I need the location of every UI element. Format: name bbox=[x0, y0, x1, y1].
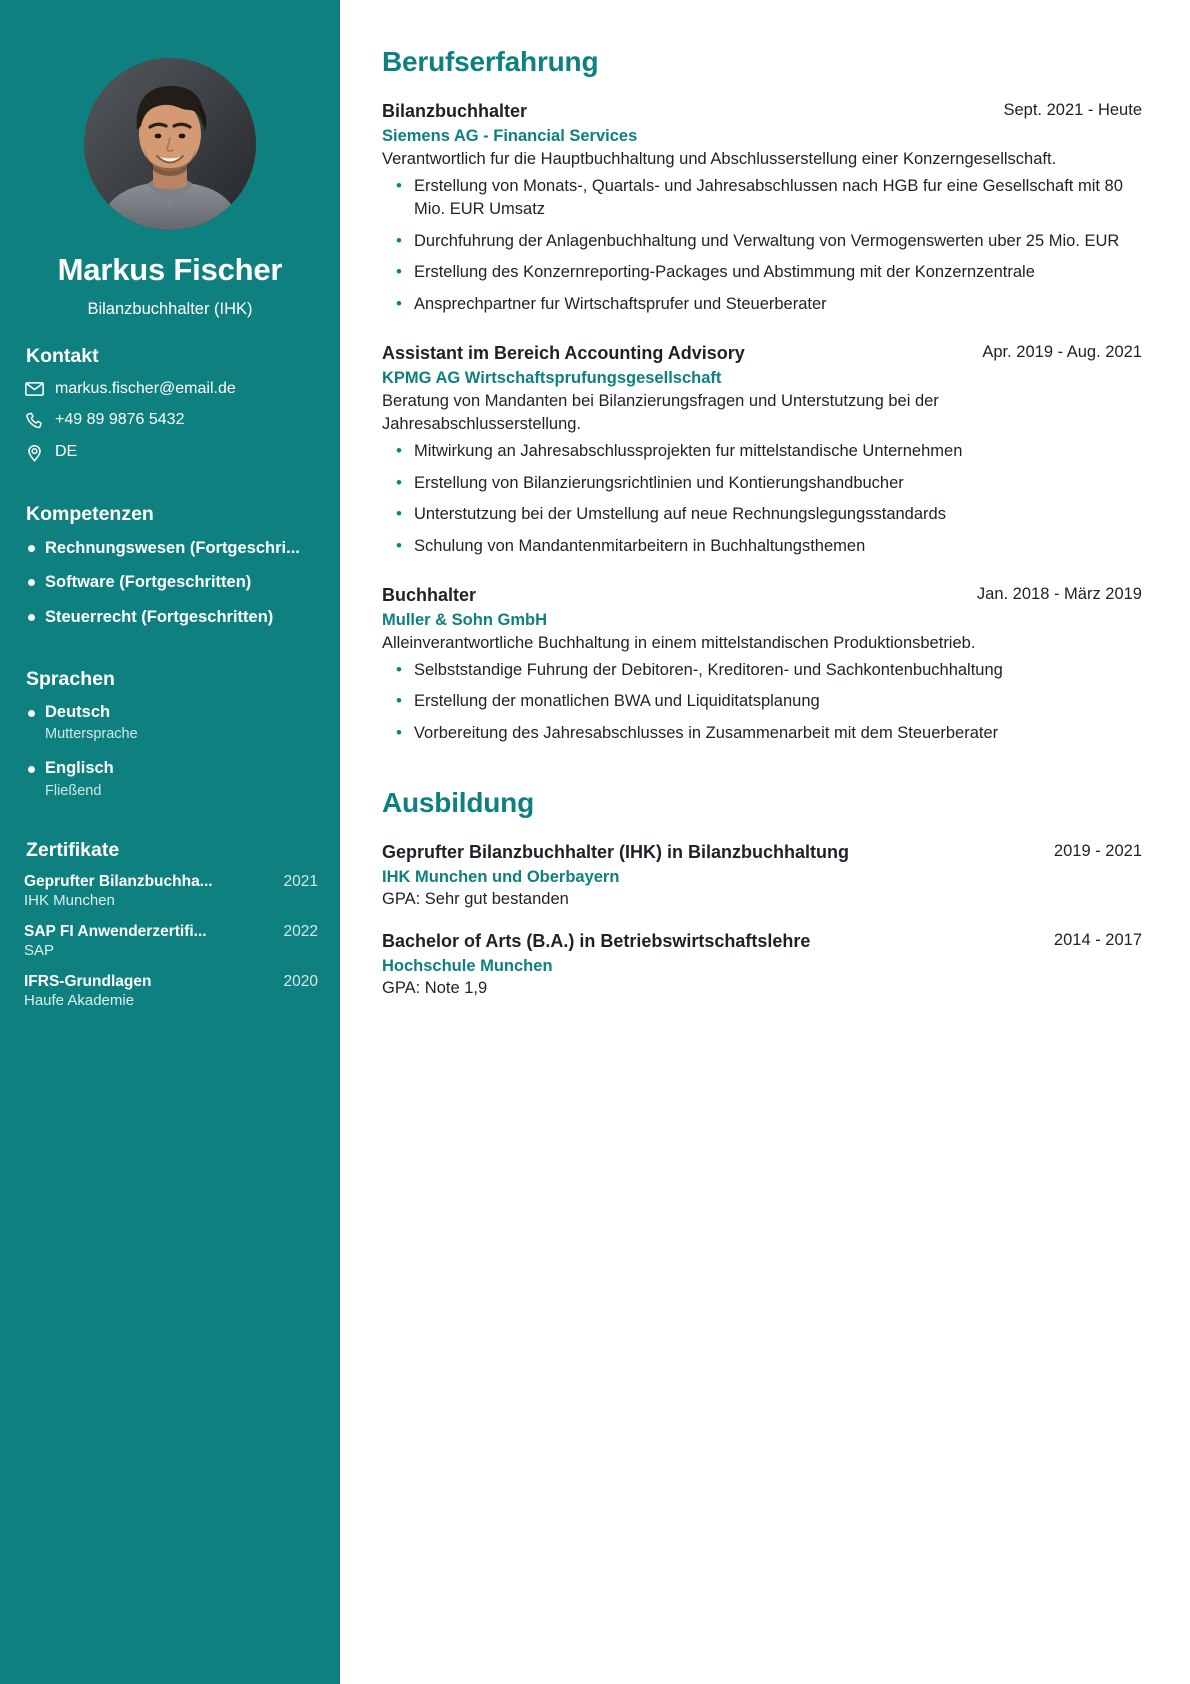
education-entry bbox=[382, 930, 1142, 1000]
experience-task-list bbox=[382, 175, 1142, 316]
skill-item bbox=[22, 606, 318, 628]
avatar-photo-icon bbox=[84, 58, 256, 230]
education-gpa: GPA: Sehr gut bestanden bbox=[382, 890, 569, 909]
task-text: Selbststandige Fuhrung der Debitoren-, Kreditoren- und Sachkontenbuchhaltung bbox=[413, 660, 1003, 679]
main-content bbox=[340, 0, 1190, 1684]
experience-entry-header bbox=[382, 100, 1142, 123]
task-bullet-icon: • bbox=[396, 659, 402, 679]
task-bullet-icon: • bbox=[396, 722, 402, 742]
language-name-row bbox=[28, 702, 318, 723]
task-bullet-icon: • bbox=[396, 441, 402, 461]
task-bullet-icon: • bbox=[396, 504, 402, 524]
task-item bbox=[382, 535, 1142, 558]
certificate-header bbox=[24, 873, 318, 891]
task-item bbox=[382, 472, 1142, 495]
skills-heading: Kompetenzen bbox=[26, 503, 154, 526]
education-entry-header bbox=[382, 930, 1142, 953]
phone-icon bbox=[24, 412, 44, 429]
certificate-name: Geprufter Bilanzbuchha... bbox=[24, 872, 213, 890]
certificate-name: IFRS-Grundlagen bbox=[24, 972, 152, 990]
education-institution: Hochschule Munchen bbox=[382, 956, 553, 975]
skill-item bbox=[22, 571, 318, 593]
headline: Bilanzbuchhalter (IHK) bbox=[87, 299, 253, 318]
task-text: Durchfuhrung der Anlagenbuchhaltung und Verwaltung von Vermogenswerten uber 25 Mio. EUR bbox=[413, 231, 1120, 250]
task-item bbox=[382, 293, 1142, 316]
education-institution: IHK Munchen und Oberbayern bbox=[382, 868, 620, 887]
certificate-year: 2020 bbox=[283, 972, 318, 990]
contact-phone-value: +49 89 9876 5432 bbox=[55, 411, 185, 429]
education-gpa: GPA: Note 1,9 bbox=[382, 978, 488, 997]
task-bullet-icon: • bbox=[396, 535, 402, 555]
language-level: Muttersprache bbox=[45, 726, 138, 743]
skill-item bbox=[22, 537, 318, 559]
task-item bbox=[382, 175, 1142, 222]
contact-location-value: DE bbox=[55, 443, 78, 461]
task-text: Schulung von Mandantenmitarbeitern in Buchhaltungsthemen bbox=[413, 536, 866, 555]
certificate-issuer: IHK Munchen bbox=[24, 891, 115, 909]
experience-entry bbox=[382, 342, 1142, 558]
bullet-dot-icon bbox=[28, 614, 35, 621]
task-text: Ansprechpartner fur Wirtschaftsprufer und Steuerberater bbox=[413, 294, 827, 313]
certificate-name: SAP FI Anwenderzertifi... bbox=[24, 922, 207, 940]
experience-description: Alleinverantwortliche Buchhaltung in einem mittelstandischen Produktionsbetrieb. bbox=[382, 633, 976, 652]
experience-date: Sept. 2021 - Heute bbox=[1003, 101, 1142, 119]
sidebar bbox=[0, 0, 340, 1684]
experience-entry bbox=[382, 100, 1142, 316]
certificate-year: 2022 bbox=[283, 922, 318, 940]
envelope-icon bbox=[24, 382, 44, 396]
experience-organization: KPMG AG Wirtschaftsprufungsgesellschaft bbox=[382, 368, 722, 387]
task-bullet-icon: • bbox=[396, 472, 402, 492]
experience-role: Buchhalter bbox=[382, 585, 477, 606]
task-item bbox=[382, 722, 1142, 745]
avatar bbox=[84, 58, 256, 230]
education-section-title: Ausbildung bbox=[382, 787, 534, 819]
contact-phone[interactable] bbox=[22, 410, 318, 431]
education-date: 2014 - 2017 bbox=[1053, 930, 1142, 949]
task-bullet-icon: • bbox=[396, 293, 402, 313]
certificates-heading: Zertifikate bbox=[26, 838, 120, 861]
experience-task-list bbox=[382, 440, 1142, 558]
avatar-container bbox=[22, 0, 318, 230]
task-item bbox=[382, 230, 1142, 253]
experience-description: Verantwortlich fur die Hauptbuchhaltung und Abschlusserstellung einer Konzerngesellschaft. bbox=[382, 149, 1057, 168]
experience-date: Jan. 2018 - März 2019 bbox=[976, 585, 1142, 604]
task-item bbox=[382, 659, 1142, 682]
bullet-dot-icon bbox=[28, 766, 35, 773]
education-entry-header bbox=[382, 841, 1142, 864]
task-item bbox=[382, 690, 1142, 713]
skill-label: Software (Fortgeschritten) bbox=[45, 573, 252, 592]
task-text: Erstellung der monatlichen BWA und Liquiditatsplanung bbox=[413, 692, 820, 711]
task-text: Erstellung des Konzernreporting-Packages und Abstimmung mit der Konzernzentrale bbox=[413, 263, 1035, 282]
language-name: Englisch bbox=[45, 759, 114, 778]
task-item bbox=[382, 503, 1142, 526]
certificate-header bbox=[24, 973, 318, 991]
task-text: Vorbereitung des Jahresabschlusses in Zusammenarbeit mit dem Steuerberater bbox=[413, 723, 999, 742]
experience-entry-header bbox=[382, 342, 1142, 365]
experience-entry bbox=[382, 584, 1142, 745]
bullet-dot-icon bbox=[28, 579, 35, 586]
certificate-issuer: Haufe Akademie bbox=[24, 991, 135, 1009]
task-bullet-icon: • bbox=[396, 175, 402, 195]
task-text: Erstellung von Monats-, Quartals- und Jahresabschlussen nach HGB fur eine Gesellschaft mit 80 Mio. EUR Umsatz bbox=[413, 176, 1123, 219]
education-degree: Bachelor of Arts (B.A.) in Betriebswirtschaftslehre bbox=[382, 930, 811, 951]
language-name: Deutsch bbox=[45, 702, 111, 721]
experience-organization: Muller & Sohn GmbH bbox=[382, 610, 547, 629]
certificate-item bbox=[22, 873, 318, 909]
bullet-dot-icon bbox=[28, 710, 35, 717]
skill-label: Steuerrecht (Fortgeschritten) bbox=[45, 607, 274, 626]
certificate-header bbox=[24, 923, 318, 941]
task-bullet-icon: • bbox=[396, 230, 402, 250]
certificate-year: 2021 bbox=[283, 872, 318, 890]
experience-role: Assistant im Bereich Accounting Advisory bbox=[382, 343, 745, 364]
education-degree: Geprufter Bilanzbuchhalter (IHK) in Bilanzbuchhaltung bbox=[382, 842, 850, 863]
bullet-dot-icon bbox=[28, 545, 35, 552]
contact-location[interactable] bbox=[22, 442, 318, 463]
education-entry bbox=[382, 841, 1142, 911]
education-date: 2019 - 2021 bbox=[1053, 842, 1142, 861]
language-name-row bbox=[28, 758, 318, 779]
certificate-item bbox=[22, 923, 318, 959]
experience-date: Apr. 2019 - Aug. 2021 bbox=[982, 343, 1142, 362]
task-bullet-icon: • bbox=[396, 691, 402, 711]
certificate-item bbox=[22, 973, 318, 1009]
languages-heading: Sprachen bbox=[26, 667, 115, 690]
task-bullet-icon: • bbox=[396, 262, 402, 282]
task-text: Unterstutzung bei der Umstellung auf neue Rechnungslegungsstandards bbox=[413, 505, 946, 524]
skill-label: Rechnungswesen (Fortgeschri... bbox=[45, 539, 300, 558]
language-item bbox=[22, 758, 318, 798]
full-name: Markus Fischer bbox=[57, 252, 283, 287]
experience-role: Bilanzbuchhalter bbox=[382, 101, 528, 121]
contact-email-value: markus.fischer@email.de bbox=[55, 379, 236, 397]
language-level: Fließend bbox=[45, 782, 102, 799]
experience-description: Beratung von Mandanten bei Bilanzierungsfragen und Unterstutzung bei der Jahresabschlusserstellung. bbox=[382, 391, 939, 433]
task-text: Mitwirkung an Jahresabschlussprojekten fur mittelstandische Unternehmen bbox=[413, 442, 963, 461]
location-pin-icon bbox=[24, 444, 44, 462]
experience-entry-header bbox=[382, 584, 1142, 607]
language-item bbox=[22, 702, 318, 742]
contact-heading: Kontakt bbox=[26, 344, 99, 367]
experience-section-title: Berufserfahrung bbox=[382, 46, 599, 77]
experience-task-list bbox=[382, 659, 1142, 745]
task-item bbox=[382, 261, 1142, 284]
task-item bbox=[382, 440, 1142, 463]
experience-organization: Siemens AG - Financial Services bbox=[382, 126, 638, 145]
task-text: Erstellung von Bilanzierungsrichtlinien und Kontierungshandbucher bbox=[413, 473, 904, 492]
certificate-issuer: SAP bbox=[24, 941, 55, 959]
contact-email[interactable] bbox=[22, 379, 318, 400]
